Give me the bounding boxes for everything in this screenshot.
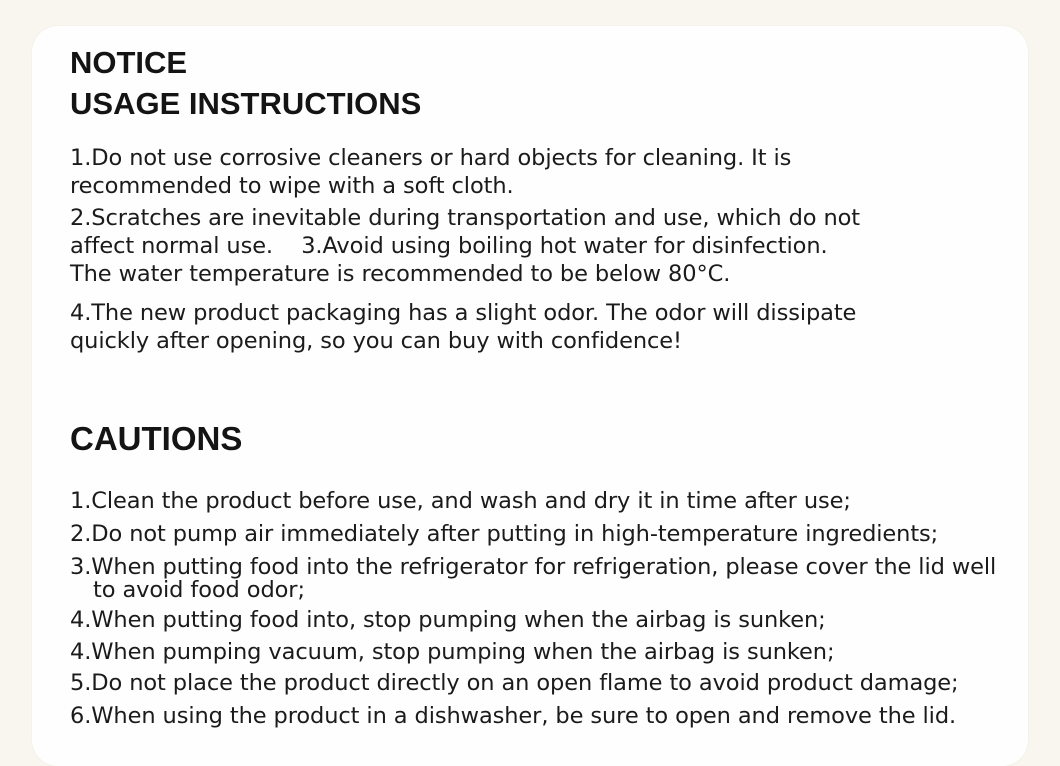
usage-instruction-4: 4.The new product packaging has a slight odor. The odor will dissipate quickly after opening, so you can buy with confidence! — [70, 300, 857, 354]
caution-item-3-line-1: 3.When putting food into the refrigerator for refrigeration, please cover the lid well — [70, 554, 997, 580]
usage-instruction-2-3: 2.Scratches are inevitable during transportation and use, which do not affect normal use. 3.Avoid using boiling hot water for disinfection. The water temperature is recommended to be below 80°C. — [70, 205, 861, 287]
usage-instructions-heading: USAGE INSTRUCTIONS — [70, 86, 422, 121]
caution-item-1: 1.Clean the product before use, and wash and dry it in time after use; — [70, 488, 851, 514]
caution-item-4b: 4.When pumping vacuum, stop pumping when the airbag is sunken; — [70, 639, 835, 665]
caution-item-6: 6.When using the product in a dishwasher, be sure to open and remove the lid. — [70, 703, 957, 729]
notice-heading: NOTICE — [70, 45, 188, 80]
caution-item-5: 5.Do not place the product directly on an open flame to avoid product damage; — [70, 670, 959, 696]
usage-instruction-1: 1.Do not use corrosive cleaners or hard objects for cleaning. It is recommended to wipe with a soft cloth. — [70, 145, 792, 199]
caution-item-2: 2.Do not pump air immediately after putting in high-temperature ingredients; — [70, 521, 939, 547]
caution-item-3 — [70, 554, 997, 603]
cautions-heading: CAUTIONS — [70, 420, 243, 457]
caution-item-3-line-2: to avoid food odor; — [93, 577, 305, 603]
caution-item-4: 4.When putting food into, stop pumping when the airbag is sunken; — [70, 607, 826, 633]
